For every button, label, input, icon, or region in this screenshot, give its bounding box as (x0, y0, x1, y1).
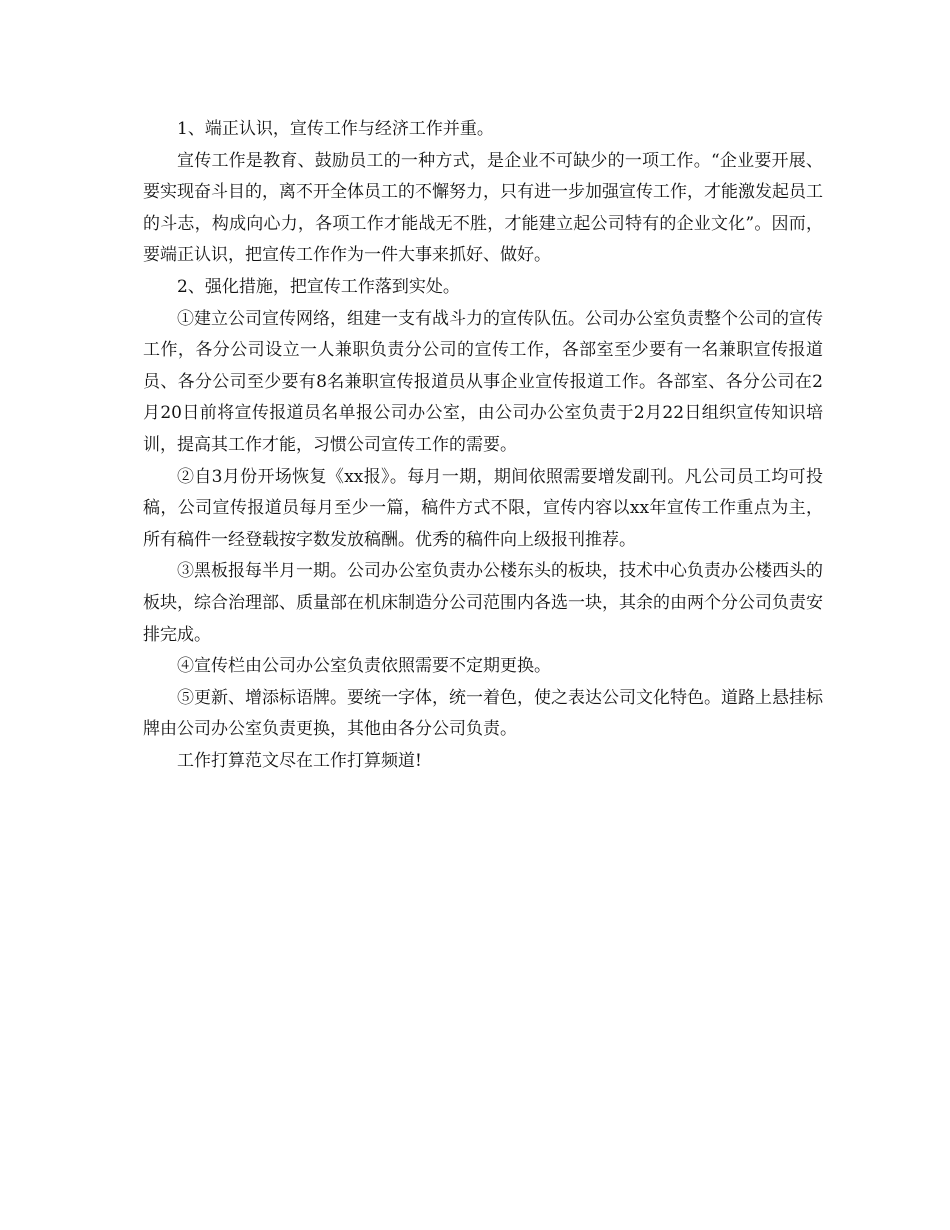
paragraph-item-3: ③黑板报每半月一期。公司办公室负责办公楼东头的板块，技术中心负责办公楼西头的板块，综合治理部、质量部在机床制造分公司范围内各选一块，其余的由两个分公司负责安排完成。 (143, 561, 823, 645)
paragraph-item-2: ②自3月份开场恢复《xx报》。每月一期，期间依照需要增发副刊。凡公司员工均可投稿，公司宣传报道员每月至少一篇，稿件方式不限，宣传内容以xx年宣传工作重点为主，所有稿件一经登载按字数发放稿酬。优秀的稿件向上级报刊推荐。 (143, 466, 823, 550)
document-body (143, 114, 823, 777)
section-heading-2: 2、强化措施，把宣传工作落到实处。 (177, 276, 460, 297)
paragraph-item-4: ④宣传栏由公司办公室负责依照需要不定期更换。 (177, 656, 551, 677)
paragraph-item-1: ①建立公司宣传网络，组建一支有战斗力的宣传队伍。公司办公室负责整个公司的宣传工作，各分公司设立一人兼职负责分公司的宣传工作，各部室至少要有一名兼职宣传报道员、各分公司至少要有8名兼职宣传报道员从事企业宣传报道工作。各部室、各分公司在2月20日前将宣传报道员名单报公司办公室，由公司办公室负责于2月22日组织宣传知识培训，提高其工作才能，习惯公司宣传工作的需要。 (143, 308, 823, 455)
closing-line: 工作打算范文尽在工作打算频道! (177, 750, 422, 771)
paragraph-item-5: ⑤更新、增添标语牌。要统一字体，统一着色，使之表达公司文化特色。道路上悬挂标牌由公司办公室负责更换，其他由各分公司负责。 (143, 687, 823, 740)
section-heading-1: 1、端正认识，宣传工作与经济工作并重。 (177, 119, 494, 139)
paragraph-publicity-importance: 宣传工作是教育、鼓励员工的一种方式，是企业不可缺少的一项工作。“企业要开展、要实现奋斗目的，离不开全体员工的不懈努力，只有进一步加强宣传工作，才能激发起员工的斗志，构成向心力，各项工作才能战无不胜，才能建立起公司特有的企业文化”。因而，要端正认识，把宣传工作作为一件大事来抓好、做好。 (143, 150, 823, 266)
